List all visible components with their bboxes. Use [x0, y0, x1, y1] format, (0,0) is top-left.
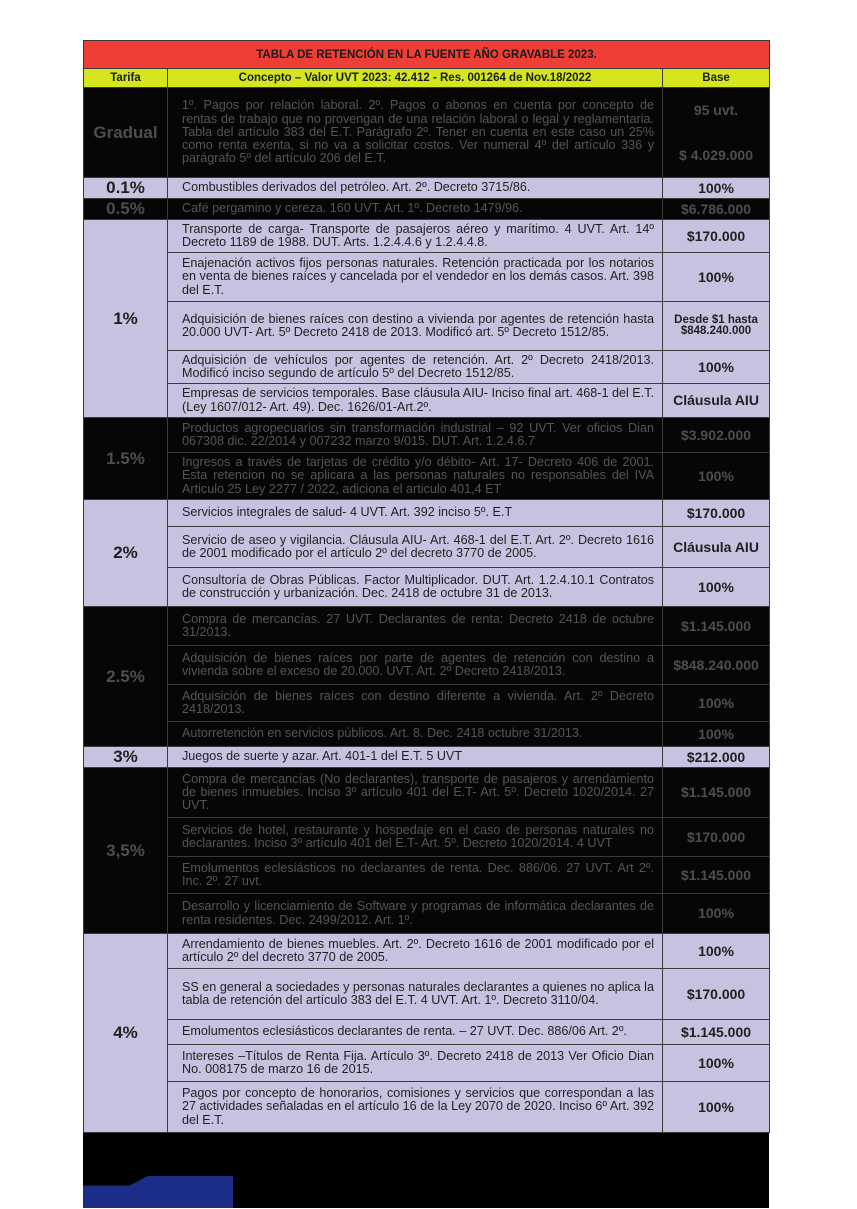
base-cell: 100% [663, 1045, 770, 1082]
table-row [84, 220, 770, 253]
rate-2: 2% [84, 500, 168, 607]
base-cell: 100% [663, 722, 770, 747]
concepto-cell: Productos agropecuarios sin transformación industrial – 92 UVT. Ver oficios Dian 067308 dic. 22/2014 y 007232 marzo 9/015. DUT. Art. 1.2.4.6.7 [168, 418, 663, 453]
table-row [84, 1045, 770, 1082]
retention-table-sheet [83, 40, 769, 1208]
concepto-cell: Adquisición de bienes raíces por parte de agentes de retención con destino a vivienda sobre el exceso de 20.000. UVT. Art. 2º Decreto 2418/2013. [168, 646, 663, 685]
table-row [84, 722, 770, 747]
concepto-cell: Pagos por concepto de honorarios, comisiones y servicios que correspondan a las 27 actividades señaladas en el artículo 16 de la Ley 2070 de 2020. Inciso 6º Art. 392 del E.T. [168, 1082, 663, 1133]
base-cell: $6.786.000 [663, 199, 770, 220]
table-row [84, 857, 770, 894]
concepto-cell: Compra de mercancías. 27 UVT. Declarantes de renta: Decreto 2418 de octubre 31/2013. [168, 607, 663, 646]
concepto-cell: Adquisición de bienes raíces con destino a vivienda por agentes de retención hasta 20.000 UVT- Art. 5º Decreto 2418 de 2013. Modificó art. 5º Decreto 1512/85. [168, 302, 663, 351]
table-row [84, 418, 770, 453]
concepto-cell: Servicios de hotel, restaurante y hospedaje en el caso de personas naturales no declarantes. Inciso 3º artículo 401 del E.T- Art. 5º. Decreto 1020/2014. 4 UVT [168, 818, 663, 857]
table-row [84, 178, 770, 199]
base-cell: $170.000 [663, 220, 770, 253]
rate-0-5: 0.5% [84, 199, 168, 220]
base-value-uvt: 95 uvt. [693, 101, 739, 118]
base-cell: 100% [663, 351, 770, 384]
table-row [84, 88, 770, 178]
base-cell: $1.145.000 [663, 768, 770, 818]
base-cell: $848.240.000 [663, 646, 770, 685]
table-row [84, 351, 770, 384]
rate-gradual: Gradual [84, 88, 168, 178]
table-row [84, 1082, 770, 1133]
base-value-pesos: $ 4.029.000 [679, 146, 753, 163]
rate-0-1: 0.1% [84, 178, 168, 199]
concepto-cell: Compra de mercancías (No declarantes), transporte de pasajeros y arrendamiento de bienes inmuebles. Inciso 3º artículo 401 del E.T- Art. 5º. Decreto 1020/2014. 27 UVT. [168, 768, 663, 818]
rate-1-5: 1.5% [84, 418, 168, 500]
base-cell: 100% [663, 568, 770, 607]
concepto-cell: Servicio de aseo y vigilancia. Cláusula AIU- Art. 468-1 del E.T. Art. 2º. Decreto 1616 de 2001 modificado por el artículo 2º del decreto 3770 de 2005. [168, 527, 663, 568]
concepto-cell: Servicios integrales de salud- 4 UVT. Art. 392 inciso 5º. E.T [168, 500, 663, 527]
table-row [84, 500, 770, 527]
retention-table [83, 40, 770, 1133]
column-header-base: Base [663, 69, 770, 88]
base-cell: $170.000 [663, 500, 770, 527]
table-row [84, 607, 770, 646]
base-cell: 100% [663, 253, 770, 302]
column-header-concepto: Concepto – Valor UVT 2023: 42.412 - Res. 001264 de Nov.18/2022 [168, 69, 663, 88]
table-row [84, 768, 770, 818]
concepto-cell: Empresas de servicios temporales. Base cláusula AIU- Inciso final art. 468-1 del E.T. (Ley 1607/012- Art. 49). Dec. 1626/01-Art.2º. [168, 384, 663, 418]
table-row [84, 568, 770, 607]
concepto-cell: Desarrollo y licenciamiento de Software y programas de informática declarantes de renta residentes. Dec. 2499/2012. Art. 1º. [168, 894, 663, 934]
rate-2-5: 2.5% [84, 607, 168, 747]
table-row [84, 527, 770, 568]
table-row [84, 747, 770, 768]
table-row [84, 685, 770, 722]
rate-3-5: 3,5% [84, 768, 168, 934]
concepto-cell: 1º. Pagos por relación laboral. 2º. Pagos o abonos en cuenta por concepto de rentas de trabajo que no provengan de una relación laboral o legal y reglamentaria. Tabla del artículo 383 del E.T. Parágrafo 2º. Tener en cuenta en este caso un 25% como renta exenta, si no va a solicitar costos. Ver numeral 4º del artículo 336 y parágrafo 5º del artículo 206 del E.T. [168, 88, 663, 178]
rate-1: 1% [84, 220, 168, 418]
base-cell: $212.000 [663, 747, 770, 768]
base-cell: Cláusula AIU [663, 527, 770, 568]
base-cell: $1.145.000 [663, 1020, 770, 1045]
concepto-cell: Intereses –Títulos de Renta Fija. Artículo 3º. Decreto 2418 de 2013 Ver Oficio Dian No. 008175 de marzo 16 de 2015. [168, 1045, 663, 1082]
base-cell: 100% [663, 453, 770, 500]
concepto-cell: Juegos de suerte y azar. Art. 401-1 del E.T. 5 UVT [168, 747, 663, 768]
concepto-cell: Autorretención en servicios públicos. Art. 8. Dec. 2418 octubre 31/2013. [168, 722, 663, 747]
concepto-cell: Adquisición de vehículos por agentes de retención. Art. 2º Decreto 2418/2013. Modificó inciso segundo de artículo 5º del Decreto 1512/85. [168, 351, 663, 384]
base-cell: Cláusula AIU [663, 384, 770, 418]
base-cell: 100% [663, 1082, 770, 1133]
base-cell: $170.000 [663, 818, 770, 857]
concepto-cell: Enajenación activos fijos personas naturales. Retención practicada por los notarios en venta de bienes raíces y cancelada por el vendedor en los demás casos. Art. 398 del E.T. [168, 253, 663, 302]
concepto-cell: Emolumentos eclesiásticos declarantes de renta. – 27 UVT. Dec. 886/06 Art. 2º. [168, 1020, 663, 1045]
base-cell: $1.145.000 [663, 607, 770, 646]
concepto-cell: Transporte de carga- Transporte de pasajeros aéreo y marítimo. 4 UVT. Art. 14º Decreto 1189 de 1988. DUT. Arts. 1.2.4.4.6 y 1.2.4.4.8. [168, 220, 663, 253]
table-row [84, 253, 770, 302]
concepto-cell: Consultoría de Obras Públicas. Factor Multiplicador. DUT. Art. 1.2.4.10.1 Contratos de construcción y urbanización. Dec. 2418 de octubre 31 de 2013. [168, 568, 663, 607]
base-cell: $3.902.000 [663, 418, 770, 453]
concepto-cell: SS en general a sociedades y personas naturales declarantes a quienes no aplica la tabla de retención del artículo 383 del E.T. 4 UVT. Art. 1º. Decreto 3110/04. [168, 969, 663, 1020]
table-row [84, 384, 770, 418]
base-cell: 100% [663, 178, 770, 199]
concepto-cell: Ingresos a través de tarjetas de crédito y/o débito- Art. 17- Decreto 406 de 2001. Esta retencion no se aplicara a las personas naturales no responsables del IVA Articulo 25 Ley 2277 / 2022, adiciona el articulo 401,4 ET [168, 453, 663, 500]
concepto-cell: Café pergamino y cereza. 160 UVT. Art. 1º. Decreto 1479/96. [168, 199, 663, 220]
base-cell: 100% [663, 685, 770, 722]
base-cell: $1.145.000 [663, 857, 770, 894]
concepto-cell: Arrendamiento de bienes muebles. Art. 2º. Decreto 1616 de 2001 modificado por el artículo 2º del decreto 3770 de 2005. [168, 934, 663, 969]
base-cell: 100% [663, 934, 770, 969]
base-cell [663, 88, 770, 178]
table-row [84, 894, 770, 934]
table-row [84, 934, 770, 969]
column-header-tarifa: Tarifa [84, 69, 168, 88]
base-cell: 100% [663, 894, 770, 934]
table-row [84, 1020, 770, 1045]
table-row [84, 818, 770, 857]
table-row [84, 646, 770, 685]
rate-3: 3% [84, 747, 168, 768]
table-row [84, 199, 770, 220]
table-title: TABLA DE RETENCIÓN EN LA FUENTE AÑO GRAVABLE 2023. [84, 41, 770, 69]
table-row [84, 302, 770, 351]
base-cell: Desde $1 hasta $848.240.000 [663, 302, 770, 351]
rate-4: 4% [84, 934, 168, 1133]
concepto-cell: Combustibles derivados del petróleo. Art. 2º. Decreto 3715/86. [168, 178, 663, 199]
concepto-cell: Emolumentos eclesiásticos no declarantes de renta. Dec. 886/06. 27 UVT. Art 2º. Inc. 2º. 27 uvt. [168, 857, 663, 894]
table-row [84, 453, 770, 500]
concepto-cell: Adquisición de bienes raíces con destino diferente a vivienda. Art. 2º Decreto 2418/2013. [168, 685, 663, 722]
table-row [84, 969, 770, 1020]
base-cell: $170.000 [663, 969, 770, 1020]
